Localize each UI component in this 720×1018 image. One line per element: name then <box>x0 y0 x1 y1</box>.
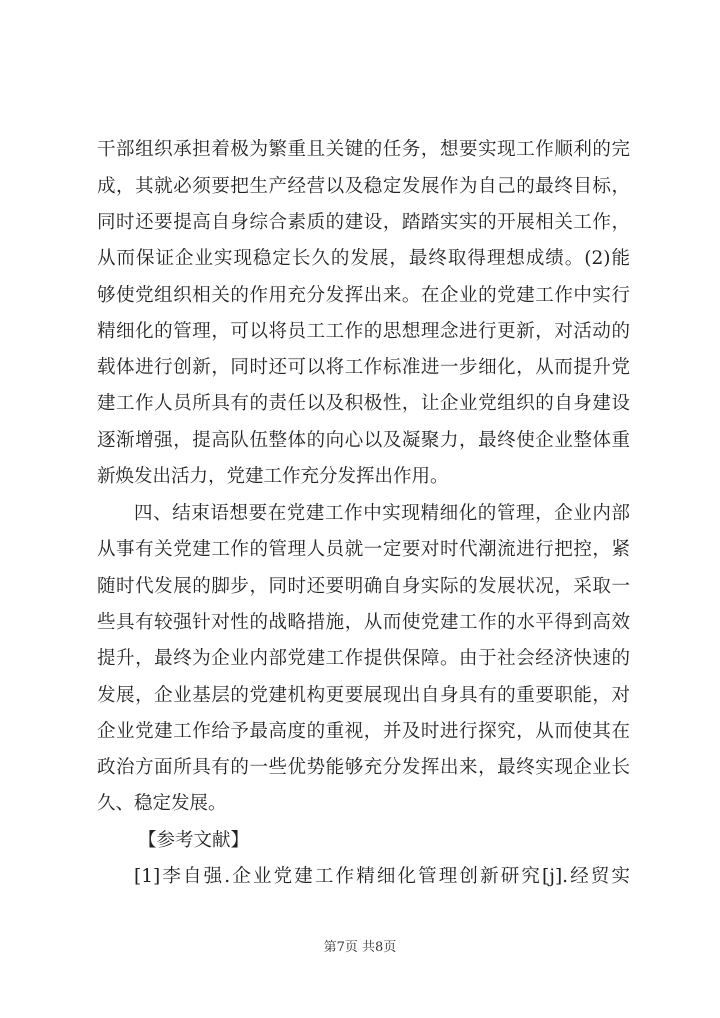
text-line: 四、结束语想要在党建工作中实现精细化的管理，企业内部 <box>134 503 630 524</box>
text-line: 政治方面所具有的一些优势能够充分发挥出来，最终实现企业长 <box>97 757 630 778</box>
text-line: 建工作人员所具有的责任以及积极性，让企业党组织的自身建设 <box>97 393 630 414</box>
text-line: 久、稳定发展。 <box>97 793 227 814</box>
text-line: 够使党组织相关的作用充分发挥出来。在企业的党建工作中实行 <box>97 285 630 306</box>
text-line: 载体进行创新，同时还可以将工作标准进一步细化，从而提升党 <box>97 357 630 378</box>
text-line: 企业党建工作给予最高度的重视，并及时进行探究，从而使其在 <box>97 721 630 742</box>
text-line: 从事有关党建工作的管理人员就一定要对时代潮流进行把控，紧 <box>97 539 630 560</box>
text-line: 精细化的管理，可以将员工工作的思想理念进行更新，对活动的 <box>97 321 630 342</box>
text-line: 同时还要提高自身综合素质的建设，踏踏实实的开展相关工作， <box>97 212 630 233</box>
text-line: 新焕发出活力，党建工作充分发挥出作用。 <box>97 466 449 487</box>
text-line: 随时代发展的脚步，同时还要明确自身实际的发展状况，采取一 <box>97 576 630 597</box>
text-line: 提升，最终为企业内部党建工作提供保障。由于社会经济快速的 <box>97 648 630 669</box>
page-footer: 第7页 共8页 <box>323 940 397 955</box>
references-heading: 【参考文献】 <box>138 830 250 851</box>
text-line: 发展，企业基层的党建机构更要展现出自身具有的重要职能，对 <box>97 685 630 706</box>
text-line: 些具有较强针对性的战略措施，从而使党建工作的水平得到高效 <box>97 612 630 633</box>
reference-item: [1]李自强.企业党建工作精细化管理创新研究[j].经贸实 <box>134 866 630 887</box>
text-line: 逐渐增强，提高队伍整体的向心以及凝聚力，最终使企业整体重 <box>97 430 630 451</box>
text-line: 成，其就必须要把生产经营以及稳定发展作为自己的最终目标， <box>97 176 630 197</box>
text-line: 从而保证企业实现稳定长久的发展，最终取得理想成绩。(2)能 <box>97 248 630 269</box>
text-line: 干部组织承担着极为繁重且关键的任务，想要实现工作顺利的完 <box>97 139 630 160</box>
